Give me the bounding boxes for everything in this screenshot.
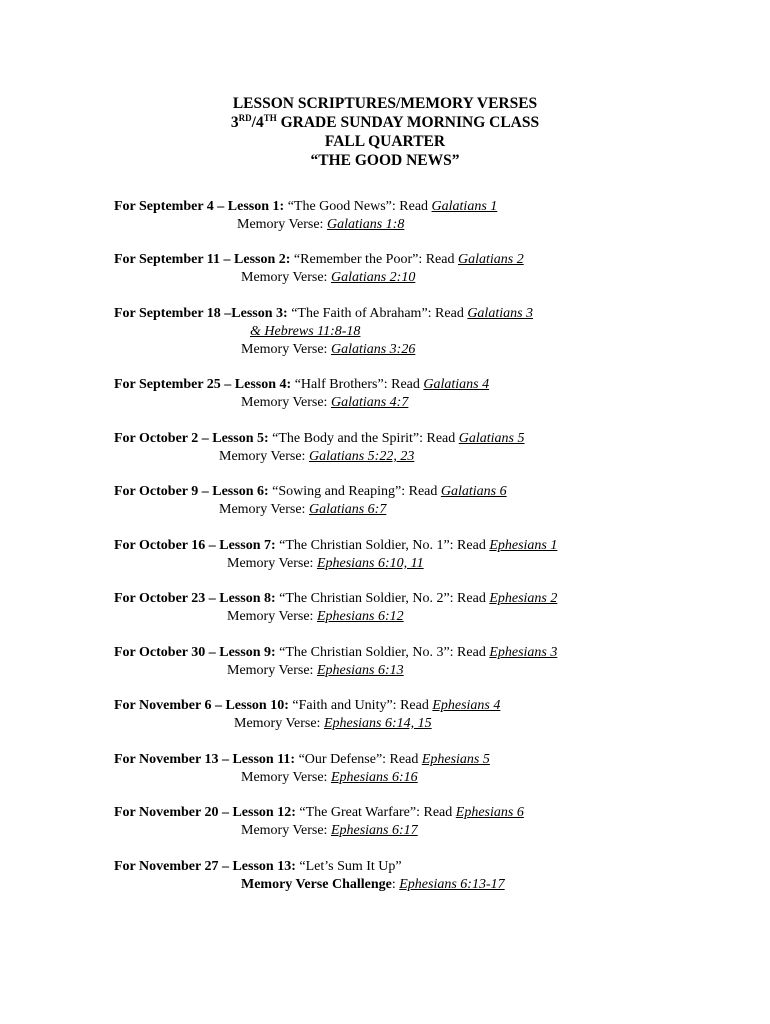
grade-a: 3 bbox=[230, 114, 239, 131]
lesson-heading: For October 30 – Lesson 9: bbox=[114, 645, 276, 660]
lesson-heading: For September 11 – Lesson 2: bbox=[114, 252, 291, 267]
memory-verse-line bbox=[114, 822, 524, 840]
lesson-heading: For November 6 – Lesson 10: bbox=[114, 698, 289, 713]
header-quarter: FALL QUARTER bbox=[324, 133, 446, 150]
memory-verse-line bbox=[114, 662, 557, 680]
lesson-title: “The Good News”: bbox=[287, 199, 396, 214]
read-label: Read bbox=[435, 306, 464, 321]
lesson-title: “The Body and the Spirit”: bbox=[272, 431, 423, 446]
memory-verse-line bbox=[114, 394, 489, 412]
read-label: Read bbox=[399, 199, 429, 214]
lesson-entry bbox=[114, 305, 533, 359]
lesson-entry bbox=[114, 858, 505, 894]
lesson-heading: For November 13 – Lesson 11: bbox=[114, 752, 296, 767]
lesson-heading: For September 18 –Lesson 3: bbox=[114, 306, 288, 321]
read-label: Read bbox=[389, 752, 419, 767]
lesson-title: “Let’s Sum It Up” bbox=[299, 859, 402, 874]
memory-verse-link[interactable]: Galatians 4:7 bbox=[330, 395, 409, 410]
lesson-heading: For November 27 – Lesson 13: bbox=[114, 859, 296, 874]
memory-verse-label: Memory Verse: bbox=[241, 270, 328, 285]
memory-verse-label: Memory Verse: bbox=[234, 716, 321, 731]
read-label: Read bbox=[457, 591, 486, 606]
memory-verse-label: Memory Verse: bbox=[219, 449, 306, 464]
read-label: Read bbox=[423, 805, 453, 820]
header-title: LESSON SCRIPTURES/MEMORY VERSES bbox=[232, 95, 538, 112]
reading-link[interactable]: Galatians 6 bbox=[440, 484, 507, 499]
lesson-entry bbox=[114, 644, 557, 680]
memory-verse-line bbox=[114, 501, 507, 519]
lesson-entry bbox=[114, 376, 489, 412]
grade-b-suffix: TH bbox=[263, 113, 277, 123]
memory-verse-line bbox=[114, 608, 557, 626]
memory-verse-line bbox=[114, 769, 490, 787]
lesson-entry bbox=[114, 198, 497, 234]
memory-verse-label: Memory Verse: bbox=[227, 663, 314, 678]
lesson-title: “Remember the Poor”: bbox=[293, 252, 423, 267]
lesson-title: “The Christian Soldier, No. 1”: bbox=[279, 538, 454, 553]
read-label: Read bbox=[408, 484, 438, 499]
lesson-title: “Sowing and Reaping”: bbox=[272, 484, 406, 499]
lesson-entry bbox=[114, 251, 524, 287]
lesson-title: “The Great Warfare”: bbox=[299, 805, 420, 820]
lesson-title: “The Faith of Abraham”: bbox=[291, 306, 432, 321]
reading-link[interactable]: Ephesians 6 bbox=[455, 805, 524, 820]
read-label: Read bbox=[457, 538, 486, 553]
lesson-entry bbox=[114, 537, 557, 573]
grade-rest: GRADE SUNDAY MORNING CLASS bbox=[276, 114, 540, 131]
lesson-title: “The Christian Soldier, No. 3”: bbox=[279, 645, 454, 660]
memory-verse-label: Memory Verse: bbox=[219, 502, 306, 517]
lesson-heading: For October 23 – Lesson 8: bbox=[114, 591, 276, 606]
memory-verse-line bbox=[114, 448, 525, 466]
memory-verse-link[interactable]: Ephesians 6:17 bbox=[330, 823, 418, 838]
memory-verse-line bbox=[114, 269, 524, 287]
challenge-link[interactable]: Ephesians 6:13-17 bbox=[399, 877, 505, 892]
reading-link[interactable]: Ephesians 2 bbox=[489, 591, 558, 606]
reading-link[interactable]: Galatians 5 bbox=[458, 431, 525, 446]
memory-verse-line bbox=[114, 555, 557, 573]
memory-verse-line bbox=[114, 341, 533, 359]
memory-verse-link[interactable]: Ephesians 6:14, 15 bbox=[323, 716, 432, 731]
read-label: Read bbox=[400, 698, 429, 713]
lesson-entry bbox=[114, 804, 524, 840]
lesson-heading: For November 20 – Lesson 12: bbox=[114, 805, 296, 820]
read-label: Read bbox=[425, 252, 455, 267]
memory-verse-label: Memory Verse: bbox=[241, 395, 328, 410]
lesson-title: “Half Brothers”: bbox=[294, 377, 388, 392]
reading-link[interactable]: Galatians 1 bbox=[431, 199, 498, 214]
read-label: Read bbox=[391, 377, 420, 392]
reading-link[interactable]: Galatians 3 bbox=[467, 306, 534, 321]
extra-reading-line bbox=[114, 323, 533, 341]
lesson-entry bbox=[114, 430, 525, 466]
reading-link[interactable]: Ephesians 3 bbox=[489, 645, 558, 660]
read-label: Read bbox=[457, 645, 486, 660]
memory-verse-link[interactable]: Ephesians 6:13 bbox=[316, 663, 404, 678]
memory-verse-link[interactable]: Galatians 5:22, 23 bbox=[308, 449, 415, 464]
memory-verse-label: Memory Verse: bbox=[237, 217, 324, 232]
memory-verse-line bbox=[114, 216, 497, 234]
memory-verse-label: Memory Verse: bbox=[241, 770, 328, 785]
memory-verse-label: Memory Verse: bbox=[227, 556, 314, 571]
lesson-title: “Our Defense”: bbox=[298, 752, 387, 767]
memory-verse-link[interactable]: Galatians 1:8 bbox=[326, 217, 405, 232]
lesson-entry bbox=[114, 751, 490, 787]
extra-reading-link[interactable]: & Hebrews 11:8-18 bbox=[250, 324, 361, 339]
grade-sep: /4 bbox=[251, 114, 264, 131]
lesson-entry bbox=[114, 697, 500, 733]
reading-link[interactable]: Galatians 4 bbox=[423, 377, 490, 392]
memory-verse-label: Memory Verse: bbox=[241, 823, 328, 838]
header-grade-line bbox=[0, 113, 770, 132]
challenge-label: Memory Verse Challenge bbox=[241, 877, 392, 892]
memory-verse-link[interactable]: Galatians 2:10 bbox=[330, 270, 416, 285]
memory-verse-link[interactable]: Ephesians 6:10, 11 bbox=[316, 556, 424, 571]
memory-verse-link[interactable]: Galatians 3:26 bbox=[330, 342, 416, 357]
reading-link[interactable]: Ephesians 4 bbox=[432, 698, 501, 713]
lesson-heading: For September 25 – Lesson 4: bbox=[114, 377, 292, 392]
lesson-title: “The Christian Soldier, No. 2”: bbox=[279, 591, 454, 606]
document-header bbox=[0, 94, 770, 170]
lesson-heading: For October 9 – Lesson 6: bbox=[114, 484, 269, 499]
lesson-entry bbox=[114, 483, 507, 519]
memory-verse-link[interactable]: Ephesians 6:16 bbox=[330, 770, 418, 785]
lesson-heading: For October 16 – Lesson 7: bbox=[114, 538, 276, 553]
memory-verse-line bbox=[114, 715, 500, 733]
reading-link[interactable]: Ephesians 5 bbox=[421, 752, 490, 767]
memory-verse-label: Memory Verse: bbox=[241, 342, 328, 357]
challenge-line: Memory Verse Challenge: Ephesians 6:13-17 bbox=[241, 877, 505, 892]
memory-verse-link[interactable]: Ephesians 6:12 bbox=[316, 609, 404, 624]
reading-link[interactable]: Galatians 2 bbox=[457, 252, 524, 267]
lesson-heading: For September 4 – Lesson 1: bbox=[114, 199, 285, 214]
grade-a-suffix: RD bbox=[238, 113, 252, 123]
read-label: Read bbox=[426, 431, 456, 446]
memory-verse-link[interactable]: Galatians 6:7 bbox=[308, 502, 387, 517]
reading-link[interactable]: Ephesians 1 bbox=[489, 538, 558, 553]
header-theme: “THE GOOD NEWS” bbox=[310, 152, 460, 169]
lesson-entry bbox=[114, 590, 557, 626]
lesson-heading: For October 2 – Lesson 5: bbox=[114, 431, 269, 446]
memory-verse-label: Memory Verse: bbox=[227, 609, 314, 624]
lesson-title: “Faith and Unity”: bbox=[292, 698, 397, 713]
